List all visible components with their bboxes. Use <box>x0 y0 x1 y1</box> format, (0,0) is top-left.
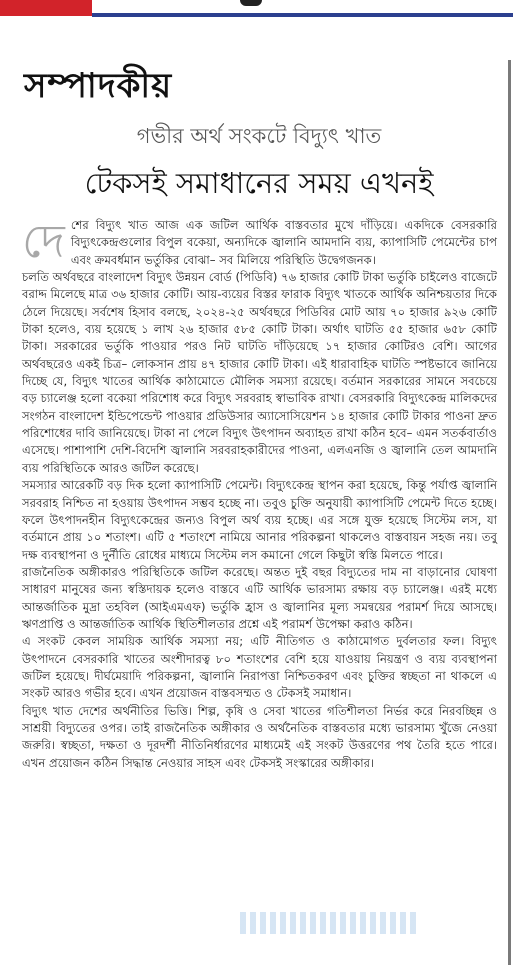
paragraph-6: বিদ্যুৎ খাত দেশের অর্থনীতির ভিত্তি। শিল্প, কৃষি ও সেবা খাতের গতিশীলতা নির্ভর করে নিরবচ্ছিন্ন ও সাশ্রয়ী বিদ্যুতের ওপর। তাই রাজনৈতিক অঙ্গীকার ও অর্থনৈতিক বাস্তবতার মধ্যে ভারসাম্য খুঁজে নেওয়া জরুরি। স্বচ্ছতা, দক্ষতা ও দূরদর্শী নীতিনির্ধারণের মাধ্যমেই এই সংকট উত্তরণের পথ তৈরি হতে পারে। এখন প্রয়োজন কঠিন সিদ্ধান্ত নেওয়ার সাহস এবং টেকসই সংস্কারের অঙ্গীকার। <box>22 703 497 770</box>
column-rule <box>508 60 511 965</box>
paragraph-3: সমস্যার আরেকটি বড় দিক হলো ক্যাপাসিটি পেমেন্ট। বিদ্যুৎকেন্দ্র স্থাপন করা হয়েছে, কিন্তু পর্যাপ্ত জ্বালানি সরবরাহ নিশ্চিত না হওয়ায় উৎপাদন সম্ভব হচ্ছে না। তবুও চুক্তি অনুযায়ী ক্যাপাসিটি পেমেন্ট দিতে হচ্ছে। ফলে উৎপাদনহীন বিদ্যুৎকেন্দ্রের জন্যও বিপুল অর্থ ব্যয় হচ্ছে। এর সঙ্গে যুক্ত হয়েছে সিস্টেম লস, যা বর্তমানে প্রায় ১০ শতাংশ। এটি ৫ শতাংশে নামিয়ে আনার পরিকল্পনা থাকলেও বাস্তবায়ন সহজ নয়। তবু দক্ষ ব্যবস্থাপনা ও দুর্নীতি রোধের মাধ্যমে সিস্টেম লস কমানো গেলে কিছুটা স্বস্তি মিলতে পারে। <box>22 478 497 562</box>
headline: টেকসই সমাধানের সময় এখনই <box>84 166 434 200</box>
paragraph-4: রাজনৈতিক অঙ্গীকারও পরিস্থিতিকে জটিল করেছে। অন্তত দুই বছর বিদ্যুতের দাম না বাড়ানোর ঘোষণা সাধারণ মানুষের জন্য স্বস্তিদায়ক হলেও বাস্তবে এটি আর্থিক ভারসাম্য রক্ষায় বড় চ্যালেঞ্জ। এরই মধ্যে আন্তর্জাতিক মুদ্রা তহবিল (আইএমএফ) ভর্তুকি হ্রাস ও জ্বালানির মূল্য সমন্বয়ের পরামর্শ দিয়ে আসছে। ঋণপ্রাপ্তি ও আন্তর্জাতিক আর্থিক স্থিতিশীলতার প্রশ্নে এই পরামর্শ উপেক্ষা করাও কঠিন। <box>22 564 497 631</box>
paragraph-5: এ সংকট কেবল সাময়িক আর্থিক সমস্যা নয়; এটি নীতিগত ও কাঠামোগত দুর্বলতার ফল। বিদ্যুৎ উৎপাদনে বেসরকারি খাতের অংশীদারত্ব ৮০ শতাংশের বেশি হয়ে যাওয়ায় নিয়ন্ত্রণ ও ব্যয় ব্যবস্থাপনা জটিল হয়েছে। দীর্ঘমেয়াদি পরিকল্পনা, জ্বালানি নিরাপত্তা নিশ্চিতকরণ এবং চুক্তির স্বচ্ছতা না থাকলে এ সংকট আরও গভীর হবে। এখন প্রয়োজন বাস্তবসম্মত ও টেকসই সমাধান। <box>22 634 497 701</box>
masthead-red-block <box>0 0 92 16</box>
subheadline: গভীর অর্থ সংকটে বিদ্যুৎ খাত <box>136 124 382 148</box>
article-body <box>22 214 497 772</box>
paragraph-text: শের বিদ্যুৎ খাত আজ এক জটিল আর্থিক বাস্তবতার মুখে দাঁড়িয়ে। একদিকে বেসরকারি বিদ্যুৎকেন্দ্রগুলোর বিপুল বকেয়া, অন্যদিকে জ্বালানি আমদানি ব্যয়, ক্যাপাসিটি পেমেন্টের চাপ এবং ক্রমবর্ধমান ভর্তুকির বোঝা– সব মিলিয়ে পরিস্থিতি উদ্বেগজনক। <box>70 218 497 267</box>
masthead-logo-fragment <box>240 0 262 6</box>
masthead-strip <box>0 0 513 18</box>
paragraph-2: চলতি অর্থবছরে বাংলাদেশ বিদ্যুৎ উন্নয়ন বোর্ড (পিডিবি) ৭৬ হাজার কোটি টাকা ভর্তুকি চাইলেও বাজেটে বরাদ্দ মিলেছে মাত্র ৩৬ হাজার কোটি। আয়-ব্যয়ের বিস্তর ফারাক বিদ্যুৎ খাতকে আর্থিক অনিশ্চয়তার দিকে ঠেলে দিয়েছে। সর্বশেষ হিসাব বলছে, ২০২৪-২৫ অর্থবছরে পিডিবির মোট আয় ৭০ হাজার ৯২৬ কোটি টাকা হলেও, ব্যয় হয়েছে ১ লাখ ২৬ হাজার ৫৮৫ কোটি টাকা। অর্থাৎ ঘাটতি ৫৫ হাজার ৬৫৮ কোটি টাকা। সরকারের ভর্তুকি পাওয়ার পরও নিট ঘাটতি দাঁড়িয়েছে ১৭ হাজার কোটিরও বেশি। আগের অর্থবছরেও একই চিত্র– লোকসান প্রায় ৪৭ হাজার কোটি টাকা। এই ধারাবাহিক ঘাটতি স্পষ্টভাবে জানিয়ে দিচ্ছে যে, বিদ্যুৎ খাতের আর্থিক কাঠামোতে মৌলিক সমস্যা রয়েছে। বর্তমান সরকারের সামনে সবচেয়ে বড় চ্যালেঞ্জ হলো বকেয়া পরিশোধ করে বিদ্যুৎ সরবরাহ স্বাভাবিক রাখা। বেসরকারি বিদ্যুৎকেন্দ্র মালিকদের সংগঠন বাংলাদেশ ইন্ডিপেন্ডেন্ট পাওয়ার প্রডিউসার অ্যাসোসিয়েশন ১৪ হাজার কোটি টাকার পাওনা দ্রুত পরিশোধের দাবি জানিয়েছে। টাকা না পেলে বিদ্যুৎ উৎপাদন অব্যাহত রাখা কঠিন হবে– এমন সতর্কবার্তাও এসেছে। পাশাপাশি দেশি-বিদেশি জ্বালানি সরবরাহকারীদের পাওনা, এলএনজি ও জ্বালানি তেল আমদানি ব্যয় পরিস্থিতিকে আরও জটিল করেছে। <box>22 270 497 475</box>
masthead-blue-rule <box>92 13 513 17</box>
watermark-overlay <box>240 912 420 934</box>
section-label: সম্পাদকীয় <box>24 66 173 106</box>
paragraph-1 <box>22 214 497 269</box>
drop-cap: দে <box>22 214 65 268</box>
